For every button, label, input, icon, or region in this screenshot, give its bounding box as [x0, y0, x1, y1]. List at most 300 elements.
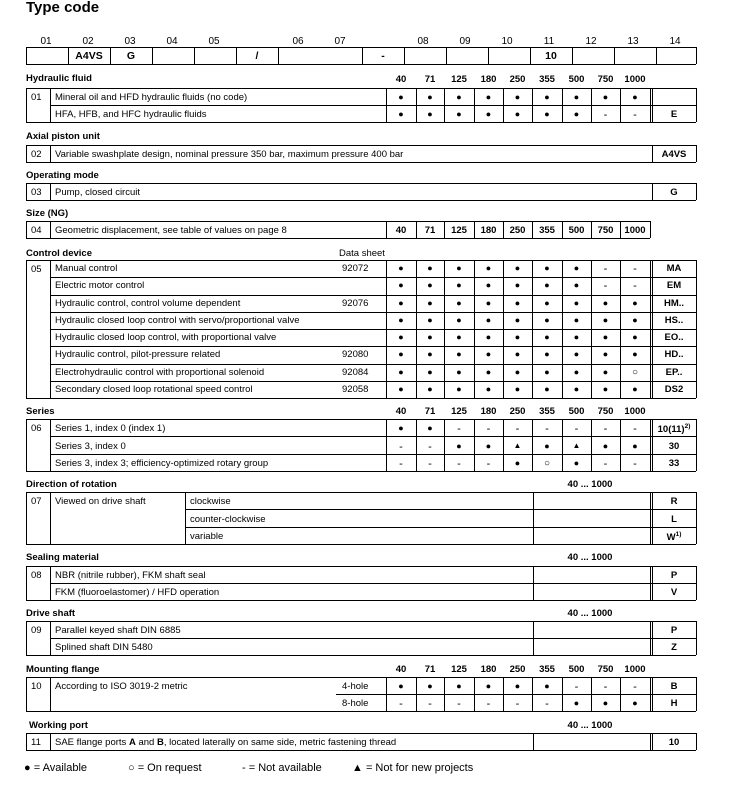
availability-symbol: - [633, 681, 637, 693]
series-table [26, 419, 27, 471]
size-range-label: 40 ... 1000 [567, 552, 613, 563]
availability-symbol: ● [632, 332, 638, 342]
availability-symbol: ● [573, 92, 580, 102]
hydraulic-fluid-table [26, 88, 696, 89]
page-title: Type code [26, 0, 100, 16]
operating-mode-table [26, 183, 27, 200]
size-header: 250 [509, 664, 526, 675]
availability-symbol: ▲ [572, 440, 581, 450]
row-text: Pump, closed circuit [55, 187, 141, 198]
availability-symbol: ● [398, 263, 404, 273]
availability-symbol: ○ [543, 458, 551, 469]
size-header: 71 [424, 74, 436, 85]
section-title: Size (NG) [26, 208, 69, 219]
type-code-box [26, 47, 696, 48]
data-sheet-number: 92076 [342, 297, 369, 309]
rule [50, 221, 51, 238]
size-value: 40 [395, 225, 407, 236]
flange-label: 8-hole [342, 698, 369, 709]
row-text: Electrohydraulic control with proportional solenoid [55, 366, 265, 378]
option-code-text: W [666, 532, 676, 544]
option-code [652, 149, 696, 160]
availability-symbol: ● [573, 332, 580, 342]
availability-symbol: - [515, 698, 520, 710]
availability-symbol: ● [544, 109, 550, 119]
size-header: 71 [424, 664, 436, 675]
size-header: 250 [509, 406, 526, 417]
size-header: 180 [480, 664, 497, 675]
direction-table [696, 492, 697, 544]
availability-symbol: ● [456, 280, 462, 291]
mounting-table [26, 677, 27, 711]
rule [650, 492, 651, 544]
availability-symbol: ● [514, 297, 521, 308]
rule [50, 277, 696, 278]
availability-symbol: ● [514, 109, 521, 119]
row-number: 07 [31, 496, 42, 507]
size-table [26, 221, 27, 238]
row-number: 10 [31, 681, 42, 692]
rule [185, 492, 186, 544]
availability-symbol: ● [427, 681, 433, 691]
mounting-table [696, 677, 697, 711]
size-values-box [386, 238, 650, 239]
availability-symbol: ● [544, 440, 550, 451]
position-number: 12 [585, 36, 597, 47]
availability-symbol: ● [398, 297, 404, 308]
availability-symbol: ● [544, 263, 550, 273]
row-text: FKM (fluoroelastomer) / HFD operation [55, 587, 220, 598]
availability-symbol: ● [602, 698, 609, 708]
footnote-ref: 2) [684, 423, 691, 430]
availability-symbol: - [428, 440, 432, 453]
series-table [696, 419, 697, 471]
availability-symbol: ● [632, 440, 638, 451]
control-device-table [26, 398, 696, 399]
option-code-text: B [670, 681, 678, 692]
row-number: 08 [31, 570, 42, 581]
mounting-table [26, 677, 696, 678]
row-text: According to ISO 3019-2 metric [55, 681, 188, 692]
series-table [26, 419, 696, 420]
type-code-divider [194, 47, 195, 64]
row-text [55, 737, 396, 748]
availability-symbol: ● [573, 297, 580, 308]
size-value: 500 [568, 225, 585, 236]
size-header: 500 [568, 74, 585, 85]
working-port-table [26, 733, 27, 750]
size-header: 750 [597, 664, 614, 675]
size-header: 750 [597, 74, 614, 85]
availability-symbol: ● [427, 92, 433, 102]
availability-symbol: - [545, 423, 549, 435]
rotation-label: variable [190, 531, 224, 542]
rule [50, 419, 51, 471]
hydraulic-fluid-table [696, 88, 697, 122]
size-header: 125 [451, 664, 467, 675]
availability-symbol: ● [485, 366, 492, 377]
availability-symbol: - [603, 423, 608, 435]
position-number: 06 [292, 36, 304, 47]
availability-symbol: ● [573, 263, 580, 273]
availability-symbol: ● [602, 314, 609, 325]
availability-symbol: - [633, 109, 637, 121]
mounting-table [26, 711, 696, 712]
availability-symbol: - [545, 698, 549, 710]
availability-symbol: ● [632, 92, 638, 102]
row-text: Series 3, index 0 [55, 440, 126, 452]
type-code-box [26, 47, 27, 64]
size-header: 40 [395, 664, 407, 675]
availability-symbol: ● [456, 109, 462, 119]
option-code-text: E [670, 109, 678, 120]
hydraulic-fluid-table [26, 122, 696, 123]
option-code-text: P [670, 625, 678, 636]
position-number: 10 [501, 36, 513, 47]
row-text: Manual control [55, 263, 118, 274]
availability-symbol: ● [456, 297, 462, 308]
availability-symbol: ● [544, 681, 550, 691]
row-text: NBR (nitrile rubber), FKM shaft seal [55, 570, 206, 581]
data-sheet-label: Data sheet [339, 248, 385, 259]
row-number: 06 [31, 423, 42, 434]
row-text-part: and [135, 737, 157, 748]
availability-symbol: ● [398, 332, 404, 342]
row-text: Series 3, index 3; efficiency-optimized rotary group [55, 458, 269, 469]
availability-symbol: ○ [631, 366, 639, 378]
availability-symbol: ● [427, 280, 433, 291]
section-title: Sealing material [26, 552, 99, 563]
rule [533, 733, 534, 750]
availability-symbol: ● [544, 383, 550, 394]
type-code-value: 10 [545, 50, 557, 62]
size-header: 40 [395, 406, 407, 417]
size-header: 355 [539, 74, 555, 85]
rule [650, 733, 651, 750]
availability-symbol: ● [544, 280, 550, 291]
size-value: 750 [597, 225, 614, 236]
rule [185, 527, 696, 528]
row-text: Secondary closed loop rotational speed control [55, 383, 253, 395]
row-text: Parallel keyed shaft DIN 6885 [55, 625, 181, 636]
availability-symbol: ● [427, 263, 433, 273]
column-divider [650, 419, 651, 471]
size-header: 125 [451, 74, 467, 85]
sealing-table [26, 566, 27, 600]
position-number: 08 [417, 36, 429, 47]
data-sheet-number: 92058 [342, 383, 369, 395]
port-name: B [156, 737, 164, 748]
type-code-divider [614, 47, 615, 64]
size-value: 71 [424, 225, 436, 236]
section-title: Control device [26, 248, 92, 259]
availability-symbol: ● [427, 332, 433, 342]
size-value: 355 [539, 225, 555, 236]
data-sheet-number: 92080 [342, 349, 369, 361]
position-number: 13 [627, 36, 639, 47]
option-code-text: 10(11) [657, 424, 685, 436]
availability-symbol: ● [514, 314, 521, 325]
size-range-label: 40 ... 1000 [567, 608, 613, 619]
option-code-text: HD.. [664, 349, 684, 361]
control-device-table [696, 260, 697, 398]
availability-symbol: ● [632, 349, 638, 360]
availability-symbol: - [603, 681, 608, 693]
availability-symbol: ● [456, 92, 462, 102]
availability-symbol: - [486, 423, 491, 435]
availability-symbol: ● [485, 440, 492, 451]
rule [50, 346, 696, 347]
availability-symbol: ● [544, 92, 550, 102]
row-text: Hydraulic control, pilot-pressure related [55, 349, 221, 361]
availability-symbol: ● [544, 332, 550, 342]
row-number: 04 [31, 225, 42, 236]
sealing-table [26, 566, 696, 567]
section-title: Mounting flange [26, 664, 100, 675]
availability-symbol: - [428, 698, 432, 710]
size-header: 125 [451, 406, 467, 417]
section-title: Working port [29, 720, 88, 731]
option-code-text: H [670, 698, 678, 709]
row-number: 01 [31, 92, 42, 103]
availability-symbol: ● [398, 314, 404, 325]
availability-symbol: ● [456, 314, 462, 325]
option-code-text: G [670, 187, 678, 198]
operating-mode-table [26, 183, 696, 184]
working-port-table [696, 733, 697, 750]
row-text: Hydraulic closed loop control, with proportional valve [55, 332, 277, 343]
size-header: 500 [568, 406, 585, 417]
option-code-text: EP.. [665, 366, 683, 378]
row-text: HFA, HFB, and HFC hydraulic fluids [55, 109, 207, 120]
axial-piston-table [696, 145, 697, 162]
section-title: Hydraulic fluid [26, 73, 92, 84]
rule [50, 454, 696, 455]
rule [50, 583, 696, 584]
option-code-text: 33 [668, 458, 680, 469]
rule [336, 694, 696, 695]
working-port-table [26, 733, 696, 734]
availability-symbol: - [633, 280, 637, 293]
position-number: 05 [208, 36, 220, 47]
option-code-text: 30 [668, 440, 680, 452]
type-code-divider [278, 47, 279, 64]
availability-symbol: ● [602, 332, 609, 342]
availability-symbol: ● [632, 297, 638, 308]
availability-symbol: ● [485, 280, 492, 291]
availability-symbol: ● [398, 109, 404, 119]
size-header: 1000 [624, 74, 646, 85]
availability-symbol: ● [514, 366, 521, 377]
size-value: 1000 [624, 225, 646, 236]
availability-symbol: ● [427, 383, 433, 394]
availability-symbol: ● [514, 92, 521, 102]
type-code-value: A4VS [75, 50, 103, 62]
option-code [652, 315, 696, 326]
availability-symbol: ● [485, 332, 492, 342]
flange-label: 4-hole [342, 681, 369, 692]
availability-symbol: ● [544, 297, 550, 308]
direction-table [26, 492, 696, 493]
availability-symbol: ● [602, 349, 609, 360]
availability-symbol: ● [514, 383, 521, 394]
option-code [652, 367, 696, 378]
availability-symbol: ● [573, 280, 580, 291]
row-number: 09 [31, 625, 42, 636]
row-number: 02 [31, 149, 42, 160]
drive-shaft-table [26, 621, 27, 655]
availability-symbol: ● [485, 314, 492, 325]
type-code-value: - [381, 50, 385, 62]
row-text: Splined shaft DIN 5480 [55, 642, 153, 653]
availability-symbol: - [399, 698, 403, 710]
rotation-label: clockwise [190, 496, 231, 507]
availability-symbol: ▲ [513, 440, 522, 450]
size-table [26, 221, 386, 222]
availability-symbol: ● [632, 314, 638, 325]
availability-symbol: ● [573, 109, 580, 119]
option-code [652, 642, 696, 653]
direction-table [26, 544, 696, 545]
option-code [652, 570, 696, 581]
section-title: Direction of rotation [26, 479, 117, 490]
availability-symbol: - [457, 423, 461, 435]
option-code-text: HM.. [663, 297, 685, 309]
availability-symbol: ● [573, 698, 580, 708]
rule [50, 733, 51, 750]
availability-symbol: ● [485, 349, 492, 360]
option-code-text: DS2 [664, 383, 684, 395]
rule [50, 145, 51, 162]
availability-symbol: - [486, 458, 491, 470]
rule [185, 509, 696, 510]
position-number: 11 [543, 36, 555, 47]
axial-piston-table [26, 162, 696, 163]
drive-shaft-table [26, 655, 696, 656]
row-text: Viewed on drive shaft [55, 496, 146, 507]
type-code-divider [656, 47, 657, 64]
availability-symbol: - [633, 458, 637, 470]
legend-not-available: - = Not available [242, 762, 322, 774]
availability-symbol: ● [544, 314, 550, 325]
rule [50, 312, 696, 313]
availability-symbol: ● [573, 349, 580, 360]
type-code-divider [488, 47, 489, 64]
row-text: Hydraulic control, control volume dependent [55, 297, 241, 309]
rule [50, 436, 696, 437]
availability-symbol: ● [398, 92, 404, 102]
option-code [652, 298, 696, 309]
availability-symbol: ● [632, 383, 638, 394]
option-code [652, 109, 696, 120]
availability-symbol: ● [398, 280, 404, 291]
availability-symbol: ● [514, 349, 521, 360]
row-text: Mineral oil and HFD hydraulic fluids (no code) [55, 92, 248, 103]
availability-symbol: ● [573, 383, 580, 394]
availability-symbol: ● [632, 698, 638, 708]
availability-symbol: ● [398, 383, 404, 394]
size-header: 40 [395, 74, 407, 85]
option-code [652, 332, 696, 343]
availability-symbol: ● [514, 458, 521, 468]
availability-symbol: ● [427, 423, 433, 433]
size-header: 1000 [624, 406, 646, 417]
rule [50, 381, 696, 382]
row-number: 03 [31, 187, 42, 198]
availability-symbol: - [603, 263, 608, 275]
availability-symbol: ● [485, 383, 492, 394]
option-code [652, 698, 696, 709]
size-value: 250 [509, 225, 526, 236]
section-title: Operating mode [26, 170, 99, 181]
column-divider [650, 88, 651, 122]
position-number: 14 [669, 36, 681, 47]
option-code [652, 280, 696, 291]
availability-symbol: ● [398, 423, 404, 433]
option-code [652, 496, 696, 507]
rule [50, 105, 696, 106]
control-device-table [26, 260, 27, 398]
drive-shaft-table [26, 621, 696, 622]
option-code [652, 349, 696, 360]
size-range-label: 40 ... 1000 [567, 720, 613, 731]
availability-symbol: ● [427, 366, 433, 377]
availability-symbol: ● [456, 263, 462, 273]
availability-symbol: ● [485, 263, 492, 273]
option-code-text: HS.. [664, 314, 684, 326]
size-values-box [650, 221, 651, 238]
availability-symbol: ● [456, 681, 462, 691]
availability-symbol: ● [602, 440, 609, 451]
legend-not-new: ▲ = Not for new projects [352, 762, 474, 774]
availability-symbol: - [603, 109, 608, 121]
option-code [652, 441, 696, 452]
operating-mode-table [26, 200, 696, 201]
position-number: 09 [459, 36, 471, 47]
availability-symbol: - [574, 681, 579, 693]
availability-symbol: - [399, 440, 403, 453]
row-text: Electric motor control [55, 280, 145, 292]
direction-table [26, 492, 27, 544]
size-header: 71 [424, 406, 436, 417]
row-text: Series 1, index 0 (index 1) [55, 423, 166, 434]
operating-mode-table [696, 183, 697, 200]
sealing-table [696, 566, 697, 600]
position-number: 07 [334, 36, 346, 47]
availability-symbol: ● [573, 366, 580, 377]
availability-symbol: ● [544, 349, 550, 360]
type-code-divider [572, 47, 573, 64]
availability-symbol: - [515, 423, 520, 435]
availability-symbol: ● [427, 314, 433, 325]
size-table [26, 238, 386, 239]
size-header: 500 [568, 664, 585, 675]
availability-symbol: - [428, 458, 432, 470]
option-code-text: 10 [668, 737, 680, 748]
option-code [652, 263, 696, 274]
size-value: 125 [451, 225, 467, 236]
availability-symbol: ● [485, 109, 492, 119]
availability-symbol: ● [456, 366, 462, 377]
option-code-text: MA [666, 263, 682, 274]
rule [50, 492, 51, 544]
data-sheet-number: 92072 [342, 263, 369, 274]
option-code-text: L [671, 513, 677, 525]
rule [533, 492, 534, 544]
option-code-text: V [670, 587, 678, 598]
series-table [26, 471, 696, 472]
availability-symbol: - [603, 458, 608, 470]
